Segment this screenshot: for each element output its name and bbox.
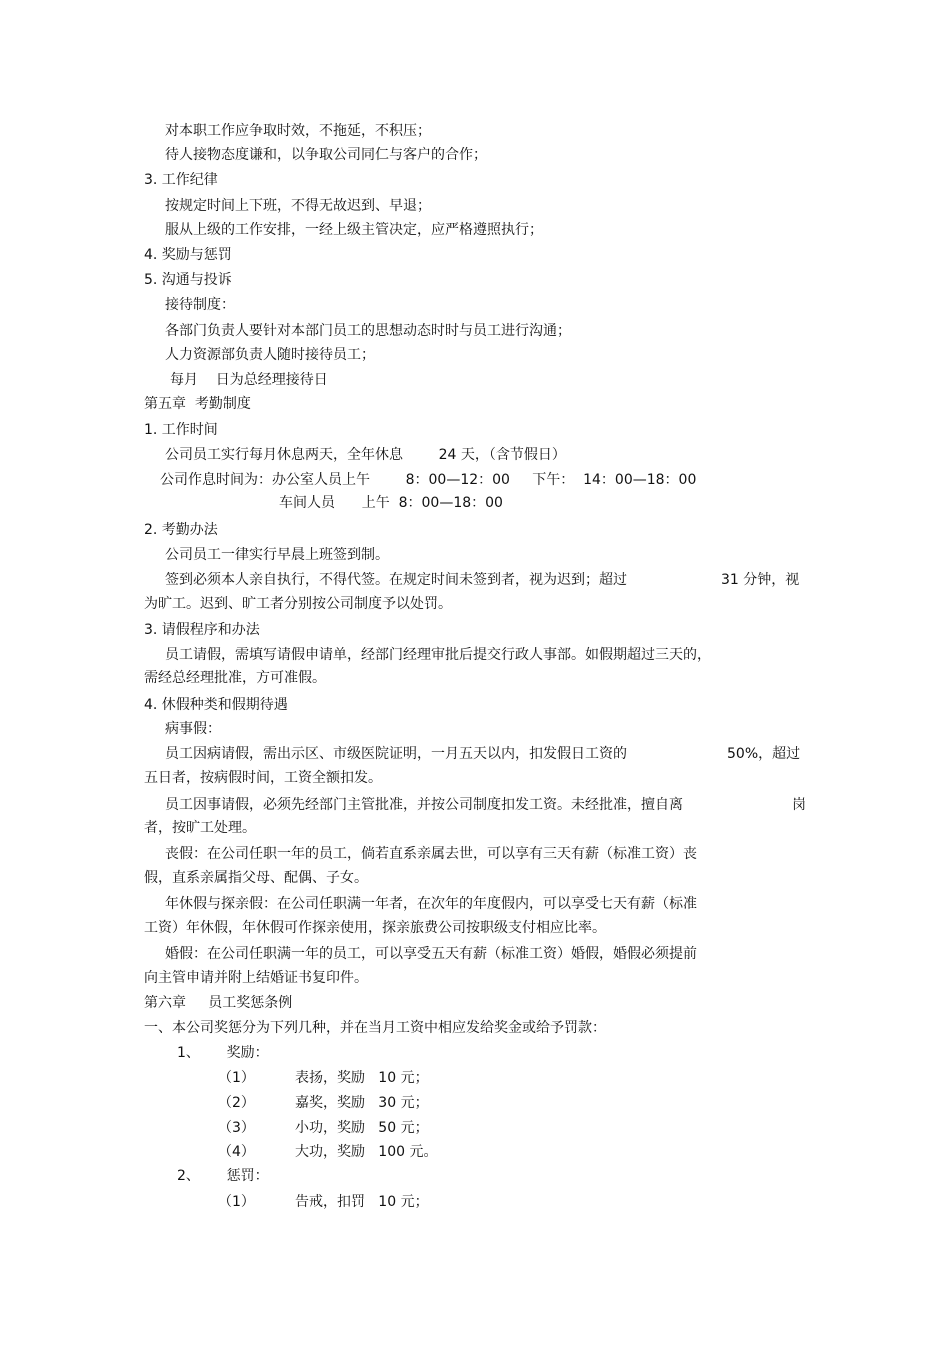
list-item: （1） 告戒，扣罚 10 元； (218, 1194, 429, 1210)
text-line: 签到必须本人亲自执行，不得代签。在规定时间未签到者，视为迟到；超过 (165, 572, 627, 588)
list-item: （4） 大功，奖励 100 元。 (218, 1144, 438, 1160)
text-line: 员工因事请假，必须先经部门主管批准，并按公司制度扣发工资。未经批准，擅自离 (165, 797, 683, 813)
text-line: 员工请假，需填写请假申请单，经部门经理审批后提交行政人事部。如假期超过三天的， (165, 647, 711, 663)
text-line: 待人接物态度谦和，以争取公司同仁与客户的合作； (165, 147, 487, 163)
list-item: （3） 小功，奖励 50 元； (218, 1120, 429, 1136)
text-line: 公司作息时间为：办公室人员上午 8：00—12：00 下午： 14：00—18：00 (160, 472, 697, 488)
text-line: 一、本公司奖惩分为下列几种，并在当月工资中相应发给奖金或给予罚款： (144, 1020, 606, 1036)
list-heading: 2、 惩罚： (177, 1168, 269, 1184)
text-line: 病事假： (165, 721, 221, 737)
text-line: 人力资源部负责人随时接待员工； (165, 347, 375, 363)
text-line: 公司员工一律实行早晨上班签到制。 (165, 547, 389, 563)
text-line: 需经总经理批准，方可准假。 (144, 670, 326, 686)
text-line: 丧假：在公司任职一年的员工，倘若直系亲属去世，可以享有三天有薪（标准工资）丧 (165, 846, 697, 862)
text-line: 50%，超过 (727, 746, 801, 762)
text-line: 岗 (792, 797, 806, 813)
text-line: 假，直系亲属指父母、配偶、子女。 (144, 870, 368, 886)
text-line: 公司员工实行每月休息两天，全年休息 24 天，（含节假日） (165, 447, 566, 463)
text-line: 每月 日为总经理接待日 (170, 372, 328, 388)
list-item: （1） 表扬，奖励 10 元； (218, 1070, 429, 1086)
text-line: 为旷工。迟到、旷工者分别按公司制度予以处罚。 (144, 596, 452, 612)
text-line: 对本职工作应争取时效，不拖延，不积压； (165, 123, 431, 139)
text-line: 员工因病请假，需出示区、市级医院证明，一月五天以内，扣发假日工资的 (165, 746, 627, 762)
section-heading: 3. 请假程序和办法 (144, 622, 260, 638)
text-line: 各部门负责人要针对本部门员工的思想动态时时与员工进行沟通； (165, 323, 571, 339)
section-heading: 1. 工作时间 (144, 422, 218, 438)
list-item: （2） 嘉奖，奖励 30 元； (218, 1095, 429, 1111)
text-line: 按规定时间上下班，不得无故迟到、早退； (165, 198, 431, 214)
section-heading: 3. 工作纪律 (144, 172, 218, 188)
section-heading: 5. 沟通与投诉 (144, 272, 232, 288)
list-heading: 1、 奖励： (177, 1045, 269, 1061)
chapter-heading: 第五章 考勤制度 (144, 396, 251, 412)
text-line: 婚假：在公司任职满一年的员工，可以享受五天有薪（标准工资）婚假，婚假必须提前 (165, 946, 697, 962)
text-line: 服从上级的工作安排，一经上级主管决定，应严格遵照执行； (165, 222, 543, 238)
section-heading: 4. 奖励与惩罚 (144, 247, 232, 263)
text-line: 接待制度： (165, 297, 235, 313)
section-heading: 2. 考勤办法 (144, 522, 218, 538)
text-line: 五日者，按病假时间，工资全额扣发。 (144, 770, 382, 786)
chapter-heading: 第六章 员工奖惩条例 (144, 995, 293, 1011)
section-heading: 4. 休假种类和假期待遇 (144, 697, 288, 713)
text-line: 车间人员 上午 8：00—18：00 (279, 495, 503, 511)
text-line: 工资）年休假，年休假可作探亲使用，探亲旅费公司按职级支付相应比率。 (144, 920, 606, 936)
text-line: 年休假与探亲假：在公司任职满一年者，在次年的年度假内，可以享受七天有薪（标准 (165, 896, 697, 912)
text-line: 者，按旷工处理。 (144, 820, 256, 836)
text-line: 31 分钟，视 (721, 572, 800, 588)
text-line: 向主管申请并附上结婚证书复印件。 (144, 970, 368, 986)
